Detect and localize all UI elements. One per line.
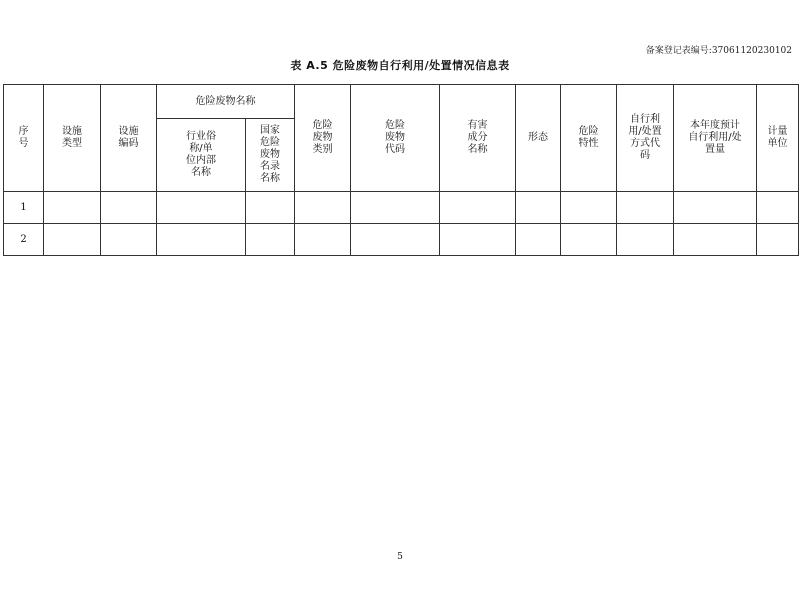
table-cell[interactable]: [757, 192, 799, 224]
column-header-annual-amount: 本年度预计 自行利用/处 置量: [674, 85, 757, 192]
header-row: [4, 85, 799, 119]
table-cell[interactable]: [617, 192, 674, 224]
column-header-waste-category: 危险 废物 类别: [295, 85, 351, 192]
table-cell[interactable]: [351, 192, 440, 224]
column-header-form: 形态: [516, 85, 561, 192]
table-cell[interactable]: [757, 224, 799, 256]
column-header-unit: 计量 单位: [757, 85, 799, 192]
table-cell[interactable]: [351, 224, 440, 256]
table-cell[interactable]: [295, 192, 351, 224]
column-header-facility-type: 设施 类型: [44, 85, 101, 192]
registration-number: 备案登记表编号:37061120230102: [645, 46, 792, 56]
table-cell[interactable]: [561, 224, 617, 256]
column-header-disposal-method-code: 自行利 用/处置 方式代 码: [617, 85, 674, 192]
table-row: [4, 224, 799, 256]
table-cell[interactable]: [674, 224, 757, 256]
column-header-facility-code: 设施 编码: [101, 85, 157, 192]
table-cell[interactable]: [44, 224, 101, 256]
column-header-waste-code: 危险 废物 代码: [351, 85, 440, 192]
table-cell[interactable]: [516, 224, 561, 256]
table-cell[interactable]: [246, 224, 295, 256]
column-header-national-name: 国家 危险 废物 名录 名称: [246, 119, 295, 192]
row-seq: 1: [4, 192, 44, 224]
column-header-industry-name: 行业俗 称/单 位内部 名称: [157, 119, 246, 192]
table-cell[interactable]: [246, 192, 295, 224]
table-row: [4, 192, 799, 224]
hazardous-waste-table: [3, 84, 799, 256]
column-header-hazard-property: 危险 特性: [561, 85, 617, 192]
table-title: 表 A.5 危险废物自行利用/处置情况信息表: [290, 59, 510, 72]
table-cell[interactable]: [101, 224, 157, 256]
table-cell[interactable]: [617, 224, 674, 256]
table-cell[interactable]: [440, 224, 516, 256]
page-number: 5: [397, 552, 403, 562]
table-cell[interactable]: [561, 192, 617, 224]
row-seq: 2: [4, 224, 44, 256]
table-cell[interactable]: [674, 192, 757, 224]
table-cell[interactable]: [44, 192, 101, 224]
table-cell[interactable]: [295, 224, 351, 256]
table-cell[interactable]: [516, 192, 561, 224]
column-header-seq: 序 号: [4, 85, 44, 192]
table-cell[interactable]: [440, 192, 516, 224]
table-cell[interactable]: [157, 192, 246, 224]
column-header-waste-name-group: 危险废物名称: [157, 85, 295, 119]
table-cell[interactable]: [157, 224, 246, 256]
table-cell[interactable]: [101, 192, 157, 224]
column-header-harmful-components: 有害 成分 名称: [440, 85, 516, 192]
